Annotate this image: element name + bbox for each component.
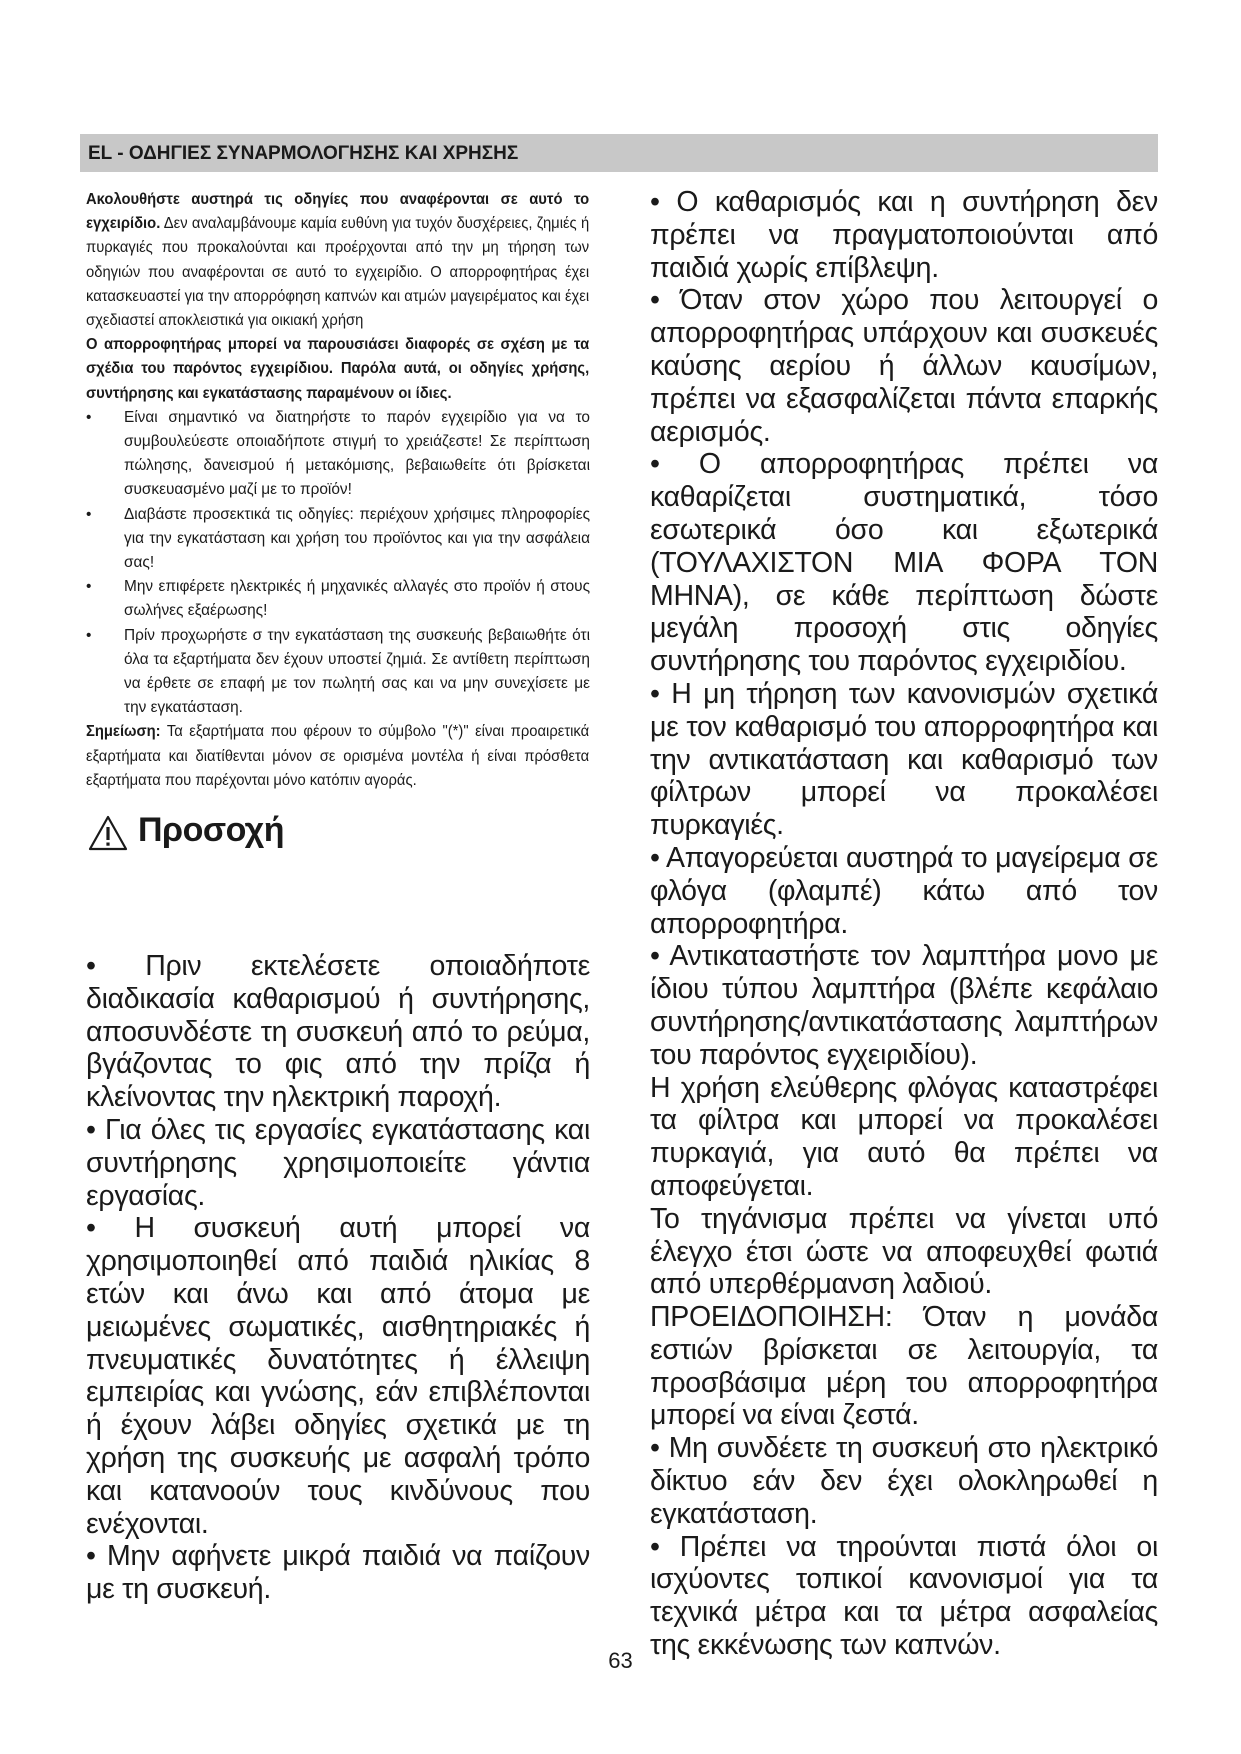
- intro-bold-paragraph: Ο απορροφητήρας μπορεί να παρουσιάσει διαφορές σε σχέση με τα σχέδια του παρόντος εγχειρίδιου. Παρόλα αυτά, οι οδηγίες χρήσης, συντήρησης και εγκατάστασης παραμένουν οι ίδιες.: [86, 336, 590, 402]
- right-paragraph: Η χρήση ελεύθερης φλόγας καταστρέφει τα φίλτρα και μπορεί να προκαλέσει πυρκαγιά, για αυτό θα πρέπει να αποφεύγεται.: [650, 1071, 1158, 1202]
- note-paragraph: [86, 720, 589, 793]
- right-paragraph: • Αντικαταστήστε τον λαμπτήρα μονο με ίδιου τύπου λαμπτήρα (βλέπε κεφάλαιο συντήρησης/αντικατάστασης λαμπτήρων του παρόντος εγχειριδίου).: [650, 940, 1158, 1071]
- left-paragraph: • Πριν εκτελέσετε οποιαδήποτε διαδικασία καθαρισμού ή συντήρησης, αποσυνδέστε τη συσκευή από το ρεύμα, βγάζοντας το φις από την πρίζα ή κλείνοντας την ηλεκτρική παροχή.: [86, 950, 590, 1114]
- right-column-large-text: [650, 186, 1158, 1662]
- right-paragraph: • Ο απορροφητήρας πρέπει να καθαρίζεται συστηματικά, τόσο εσωτερικά όσο και εξωτερικά (ΤΟΥΛΑΧΙΣΤΟΝ ΜΙΑ ΦΟΡΑ ΤΟΝ ΜΗΝΑ), σε κάθε περίπτωση δώστε μεγάλη προσοχή στις οδηγίες συντήρησης του παρόντος εγχειριδίου.: [650, 448, 1158, 678]
- list-item: • Είναι σημαντικό να διατηρήστε το παρόν εγχειρίδιο για να το συμβουλεύεστε οποιαδήποτε στιγμή το χρειάζεστε! Σε περίπτωση πώλησης, δανεισμού ή μετακόμισης, βεβαιωθείτε ότι βρίσκεται συσκευασμένο μαζί με το προϊόν!: [86, 408, 590, 499]
- left-paragraph: • Η συσκευή αυτή μπορεί να χρησιμοποιηθεί από παιδιά ηλικίας 8 ετών και άνω και από άτομα με μειωμένες σωματικές, αισθητηριακές ή πνευματικές δυνατότητες ή έλλειψη εμπειρίας και γνώσης, εάν επιβλέπονται ή έχουν λάβει οδηγίες σχετικά με τη χρήση της συσκευής με ασφαλή τρόπο και κατανοούν τους κινδύνους που ενέχονται.: [86, 1212, 590, 1540]
- left-column-large-text: [86, 950, 590, 1606]
- warning-title: Προσοχή: [138, 811, 284, 850]
- left-paragraph: • Μην αφήνετε μικρά παιδιά να παίζουν με τη συσκευή.: [86, 1540, 590, 1606]
- right-paragraph: • Όταν στον χώρο που λειτουργεί ο απορροφητήρας υπάρχουν και συσκευές καύσης αερίου ή άλλων καυσίμων, πρέπει να εξασφαλίζεται πάντα επαρκής αερισμός.: [650, 284, 1158, 448]
- right-paragraph: • Πρέπει να τηρούνται πιστά όλοι οι ισχύοντες τοπικοί κανονισμοί για τα τεχνικά μέτρα και τα μέτρα ασφαλείας της εκκένωσης των καπνών.: [650, 1530, 1158, 1662]
- section-title: EL - ΟΔΗΓΙΕΣ ΣΥΝΑΡΜΟΛΟΓΗΣΗΣ ΚΑΙ ΧΡΗΣΗΣ: [88, 143, 519, 164]
- right-paragraph: Το τηγάνισμα πρέπει να γίνεται υπό έλεγχο έτσι ώστε να αποφευχθεί φωτιά από υπερθέρμανση λαδιού.: [650, 1202, 1158, 1301]
- warning-heading: [86, 813, 590, 853]
- intro-text: Δεν αναλαμβάνουμε καμία ευθύνη για τυχόν δυσχέρειες, ζημιές ή πυρκαγιές που προκαλούνται και προέρχονται από την μη τήρηση των οδηγιών που αναφέρονται σε αυτό το εγχειρίδιο. Ο απορροφητήρας έχει κατασκευαστεί για την απορρόφηση καπνών και ατμών μαγειρέματος και έχει σχεδιαστεί αποκλειστικά για οικιακή χρήση: [86, 215, 590, 330]
- section-header-bar: [80, 134, 1158, 172]
- right-paragraph: • Ο καθαρισμός και η συντήρηση δεν πρέπει να πραγματοποιούνται από παιδιά χωρίς επίβλεψη.: [650, 186, 1158, 284]
- left-column-small-text: [86, 188, 590, 853]
- note-text: Τα εξαρτήματα που φέρουν το σύμβολο "(*)" είναι προαιρετικά εξαρτήματα και διατίθενται μόνον σε ορισμένα μοντέλα ή είναι πρόσθετα εξαρτήματα που παρέχονται μόνο κατόπιν αγοράς.: [86, 723, 590, 789]
- list-item: • Μην επιφέρετε ηλεκτρικές ή μηχανικές αλλαγές στο προϊόν ή στους σωλήνες εξαέρωσης!: [86, 578, 590, 620]
- right-paragraph: ΠΡΟΕΙΔΟΠΟΙΗΣΗ: Όταν η μονάδα εστιών βρίσκεται σε λειτουργία, τα προσβάσιμα μέρη του απορροφητήρα μπορεί να είναι ζεστά.: [650, 1301, 1158, 1432]
- warning-triangle-icon: [88, 815, 128, 851]
- right-paragraph: • Η μη τήρηση των κανονισμών σχετικά με τον καθαρισμό του απορροφητήρα και την αντικατάσταση και καθαρισμό των φίλτρων μπορεί να προκαλέσει πυρκαγιές.: [650, 677, 1158, 842]
- page-number: 63: [608, 1648, 633, 1673]
- list-item: • Πρίν προχωρήστε σ την εγκατάσταση της συσκευής βεβαιωθήτε ότι όλα τα εξαρτήματα δεν έχουν υποστεί ζημιά. Σε αντίθετη περίπτωση να έρθετε σε επαφή με τον πωλητή σας και να μην συνεχίσετε με την εγκατάσταση.: [86, 626, 590, 717]
- left-paragraph: • Για όλες τις εργασίες εγκατάστασης και συντήρησης χρησιμοποιείτε γάντια εργασίας.: [86, 1113, 590, 1212]
- small-bullet-list: [86, 406, 590, 721]
- right-paragraph: • Μη συνδέετε τη συσκευή στο ηλεκτρικό δίκτυο εάν δεν έχει ολοκληρωθεί η εγκατάσταση.: [650, 1432, 1158, 1530]
- intro-paragraph: [86, 188, 589, 333]
- intro-bold-lead: Ακολουθήστε αυστηρά τις οδηγίες που αναφέρονται σε αυτό το εγχειρίδιο.: [86, 191, 590, 233]
- note-label: Σημείωση:: [86, 723, 161, 741]
- right-paragraph: • Απαγορεύεται αυστηρά το μαγείρεμα σε φλόγα (φλαμπέ) κάτω από τον απορροφητήρα.: [650, 841, 1158, 940]
- list-item: • Διαβάστε προσεκτικά τις οδηγίες: περιέχουν χρήσιμες πληροφορίες για την εγκατάσταση και χρήση του προϊόντος και για την ασφάλεια σας!: [86, 505, 590, 572]
